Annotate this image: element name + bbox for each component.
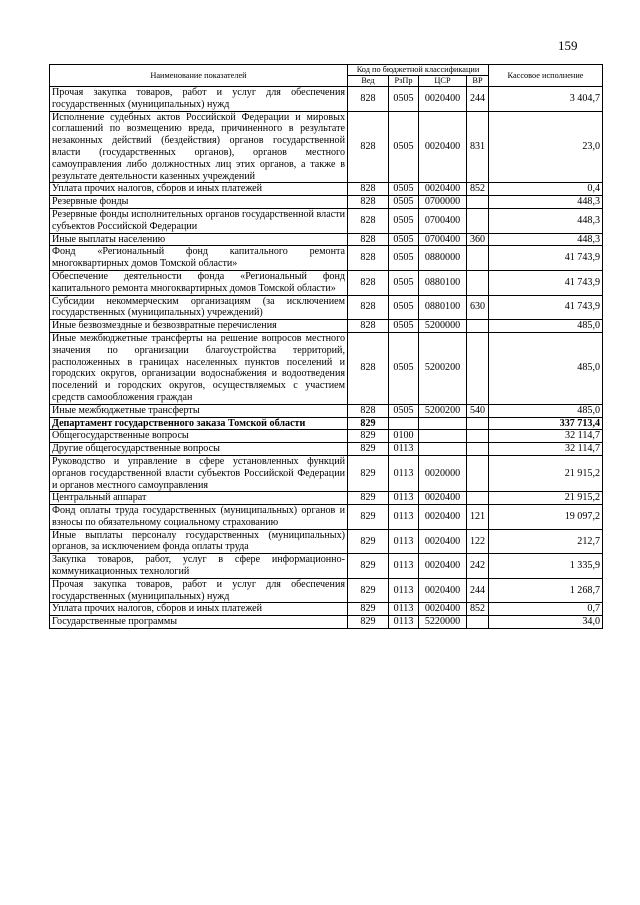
table-row: [50, 87, 603, 112]
cell-rzpr: 0505: [389, 111, 419, 183]
table-row: [50, 603, 603, 616]
cell-vr: [467, 443, 489, 456]
cell-ved: 829: [348, 417, 389, 430]
cell-name: Резервные фонды исполнительных органов государственной власти субъектов Российской Федерации: [50, 208, 348, 233]
table-row: [50, 492, 603, 505]
cell-csr: 5200200: [419, 404, 467, 417]
cell-csr: 0880100: [419, 270, 467, 295]
cell-ved: 829: [348, 455, 389, 491]
header-ved: Вед: [348, 76, 389, 87]
cell-vr: [467, 320, 489, 333]
cell-csr: 0700400: [419, 208, 467, 233]
cell-ved: 828: [348, 183, 389, 196]
cell-vr: [467, 455, 489, 491]
cell-name: Прочая закупка товаров, работ и услуг для обеспечения государственных (муниципальных) нужд: [50, 578, 348, 603]
cell-ved: 828: [348, 246, 389, 271]
cell-amount: 41 743,9: [489, 295, 603, 320]
header-csr: ЦСР: [419, 76, 467, 87]
cell-amount: 448,3: [489, 196, 603, 209]
cell-csr: [419, 430, 467, 443]
cell-rzpr: 0113: [389, 443, 419, 456]
cell-vr: 122: [467, 529, 489, 554]
cell-name: Прочая закупка товаров, работ и услуг для обеспечения государственных (муниципальных) нужд: [50, 87, 348, 112]
cell-name: Исполнение судебных актов Российской Федерации и мировых соглашений по возмещению вреда, причиненного в результате незаконных действий (бездействия) органов государственной власти (государственных органов), органов местного самоуправления либо должностных лиц этих органов, а также в результате деятельности казенных учреждений: [50, 111, 348, 183]
cell-vr: 121: [467, 505, 489, 530]
cell-rzpr: 0505: [389, 183, 419, 196]
table-row: [50, 616, 603, 629]
cell-amount: 3 404,7: [489, 87, 603, 112]
cell-amount: 485,0: [489, 332, 603, 404]
table-row: [50, 111, 603, 183]
table-row: [50, 529, 603, 554]
cell-csr: 0880000: [419, 246, 467, 271]
cell-csr: 0020400: [419, 554, 467, 579]
header-code-group: Код по бюджетной классификации: [348, 65, 489, 76]
cell-vr: 540: [467, 404, 489, 417]
cell-ved: 829: [348, 578, 389, 603]
cell-name: Субсидии некоммерческим организациям (за исключением государственных (муниципальных) учреждений): [50, 295, 348, 320]
table-row: [50, 233, 603, 246]
cell-amount: 41 743,9: [489, 246, 603, 271]
cell-name: Общегосударственные вопросы: [50, 430, 348, 443]
cell-vr: 852: [467, 603, 489, 616]
cell-name: Иные выплаты населению: [50, 233, 348, 246]
cell-name: Иные межбюджетные трансферты: [50, 404, 348, 417]
cell-amount: 41 743,9: [489, 270, 603, 295]
table-row: [50, 554, 603, 579]
cell-vr: [467, 208, 489, 233]
cell-ved: 829: [348, 616, 389, 629]
cell-vr: 242: [467, 554, 489, 579]
cell-name: Резервные фонды: [50, 196, 348, 209]
cell-amount: 23,0: [489, 111, 603, 183]
cell-amount: 0,7: [489, 603, 603, 616]
cell-rzpr: 0113: [389, 616, 419, 629]
cell-amount: 34,0: [489, 616, 603, 629]
cell-name: Обеспечение деятельности фонда «Региональный фонд капитального ремонта многоквартирных домов Томской области»: [50, 270, 348, 295]
cell-csr: 0020400: [419, 111, 467, 183]
cell-rzpr: 0505: [389, 208, 419, 233]
cell-amount: 485,0: [489, 404, 603, 417]
table-row: [50, 270, 603, 295]
cell-name: Уплата прочих налогов, сборов и иных платежей: [50, 183, 348, 196]
cell-vr: 244: [467, 578, 489, 603]
cell-rzpr: 0505: [389, 246, 419, 271]
cell-vr: [467, 417, 489, 430]
header-amount: Кассовое исполнение: [489, 65, 603, 87]
cell-ved: 828: [348, 111, 389, 183]
cell-vr: 360: [467, 233, 489, 246]
cell-vr: [467, 616, 489, 629]
cell-ved: 828: [348, 208, 389, 233]
header-name: Наименование показателей: [50, 65, 348, 87]
cell-name: Иные межбюджетные трансферты на решение вопросов местного значения по организации благоустройства территорий, расположенных в границах населенных пунктов поселений и городских округов, организации водоснабжения и водоотведения поселений и городских округов, осуществляемых с участием средств самообложения граждан: [50, 332, 348, 404]
cell-csr: 0020400: [419, 492, 467, 505]
cell-ved: 829: [348, 492, 389, 505]
cell-vr: [467, 196, 489, 209]
budget-table: [49, 64, 603, 629]
cell-ved: 828: [348, 320, 389, 333]
table-row: [50, 455, 603, 491]
cell-csr: 0020400: [419, 603, 467, 616]
cell-amount: 19 097,2: [489, 505, 603, 530]
cell-name: Иные безвозмездные и безвозвратные перечисления: [50, 320, 348, 333]
table-row: [50, 295, 603, 320]
table-row: [50, 183, 603, 196]
table-row: [50, 578, 603, 603]
cell-ved: 829: [348, 529, 389, 554]
cell-amount: 1 335,9: [489, 554, 603, 579]
cell-csr: [419, 417, 467, 430]
header-vr: ВР: [467, 76, 489, 87]
cell-ved: 828: [348, 196, 389, 209]
cell-amount: 212,7: [489, 529, 603, 554]
cell-name: Фонд «Региональный фонд капитального ремонта многоквартирных домов Томской области»: [50, 246, 348, 271]
cell-rzpr: 0113: [389, 492, 419, 505]
cell-csr: 0020400: [419, 183, 467, 196]
cell-amount: 32 114,7: [489, 430, 603, 443]
cell-name: Департамент государственного заказа Томской области: [50, 417, 348, 430]
cell-rzpr: 0505: [389, 320, 419, 333]
cell-rzpr: 0505: [389, 295, 419, 320]
cell-name: Иные выплаты персоналу государственных (муниципальных) органов, за исключением фонда оплаты труда: [50, 529, 348, 554]
cell-amount: 21 915,2: [489, 455, 603, 491]
cell-csr: 0880100: [419, 295, 467, 320]
cell-rzpr: 0100: [389, 430, 419, 443]
cell-csr: 0020000: [419, 455, 467, 491]
cell-rzpr: 0113: [389, 505, 419, 530]
cell-ved: 828: [348, 295, 389, 320]
cell-ved: 829: [348, 603, 389, 616]
cell-rzpr: 0113: [389, 554, 419, 579]
cell-name: Руководство и управление в сфере установленных функций органов государственной власти субъектов Российской Федерации и органов местного самоуправления: [50, 455, 348, 491]
cell-ved: 829: [348, 443, 389, 456]
header-row-top: [50, 65, 603, 76]
cell-csr: [419, 443, 467, 456]
cell-amount: 448,3: [489, 208, 603, 233]
cell-name: Закупка товаров, работ, услуг в сфере информационно-коммуникационных технологий: [50, 554, 348, 579]
cell-amount: 1 268,7: [489, 578, 603, 603]
cell-ved: 829: [348, 430, 389, 443]
header-rzpr: РзПр: [389, 76, 419, 87]
cell-ved: 829: [348, 505, 389, 530]
cell-vr: [467, 430, 489, 443]
cell-vr: [467, 492, 489, 505]
cell-rzpr: 0113: [389, 603, 419, 616]
table-row: [50, 505, 603, 530]
cell-vr: 630: [467, 295, 489, 320]
cell-vr: [467, 270, 489, 295]
cell-csr: 0020400: [419, 87, 467, 112]
cell-rzpr: 0113: [389, 529, 419, 554]
cell-csr: 0020400: [419, 529, 467, 554]
cell-ved: 829: [348, 554, 389, 579]
cell-ved: 828: [348, 87, 389, 112]
table-body: [50, 87, 603, 629]
cell-amount: 21 915,2: [489, 492, 603, 505]
cell-name: Уплата прочих налогов, сборов и иных платежей: [50, 603, 348, 616]
table-row: [50, 417, 603, 430]
cell-rzpr: 0505: [389, 332, 419, 404]
cell-amount: 337 713,4: [489, 417, 603, 430]
table-row: [50, 404, 603, 417]
cell-ved: 828: [348, 270, 389, 295]
cell-name: Фонд оплаты труда государственных (муниципальных) органов и взносы по обязательному социальному страхованию: [50, 505, 348, 530]
table-row: [50, 443, 603, 456]
cell-rzpr: 0505: [389, 270, 419, 295]
cell-ved: 828: [348, 404, 389, 417]
cell-csr: 0700400: [419, 233, 467, 246]
cell-vr: 852: [467, 183, 489, 196]
page-number: 159: [558, 38, 578, 53]
table-row: [50, 320, 603, 333]
cell-vr: 244: [467, 87, 489, 112]
table-row: [50, 430, 603, 443]
cell-vr: [467, 332, 489, 404]
cell-csr: 0020400: [419, 505, 467, 530]
cell-ved: 828: [348, 233, 389, 246]
cell-csr: 0700000: [419, 196, 467, 209]
cell-rzpr: 0505: [389, 196, 419, 209]
cell-csr: 0020400: [419, 578, 467, 603]
cell-csr: 5200200: [419, 332, 467, 404]
cell-csr: 5200000: [419, 320, 467, 333]
cell-rzpr: [389, 417, 419, 430]
cell-rzpr: 0505: [389, 233, 419, 246]
cell-rzpr: 0113: [389, 578, 419, 603]
table-row: [50, 208, 603, 233]
cell-amount: 448,3: [489, 233, 603, 246]
cell-amount: 485,0: [489, 320, 603, 333]
table-row: [50, 332, 603, 404]
cell-ved: 828: [348, 332, 389, 404]
cell-name: Центральный аппарат: [50, 492, 348, 505]
cell-rzpr: 0113: [389, 455, 419, 491]
cell-rzpr: 0505: [389, 87, 419, 112]
cell-name: Другие общегосударственные вопросы: [50, 443, 348, 456]
cell-amount: 0,4: [489, 183, 603, 196]
table-row: [50, 196, 603, 209]
cell-csr: 5220000: [419, 616, 467, 629]
table-row: [50, 246, 603, 271]
cell-vr: 831: [467, 111, 489, 183]
cell-rzpr: 0505: [389, 404, 419, 417]
cell-amount: 32 114,7: [489, 443, 603, 456]
cell-name: Государственные программы: [50, 616, 348, 629]
cell-vr: [467, 246, 489, 271]
